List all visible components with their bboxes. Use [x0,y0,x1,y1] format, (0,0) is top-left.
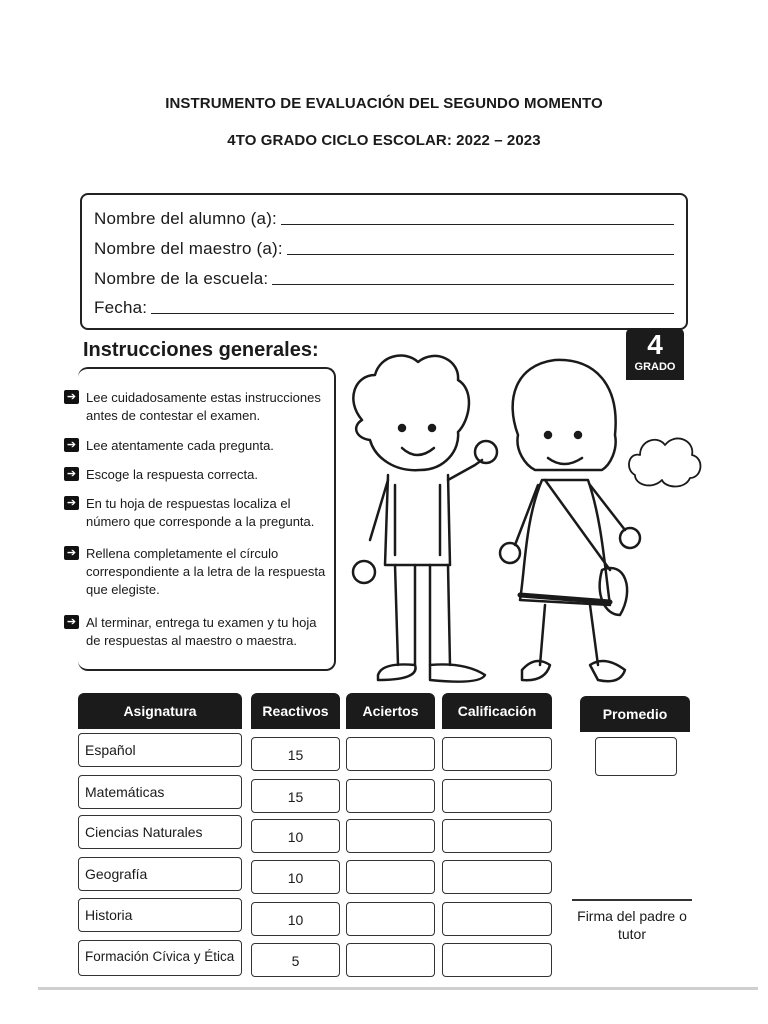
school-name-label: Nombre de la escuela: [94,269,269,288]
grade-box[interactable] [442,819,552,853]
table-row-items: 10 [251,819,340,853]
instruction-text: Al terminar, entrega tu examen y tu hoja de respuestas al maestro o maestra. [86,615,317,648]
teacher-name-label: Nombre del maestro (a): [94,239,283,258]
arrow-icon: ➔ [64,467,79,481]
student-name-label: Nombre del alumno (a): [94,209,277,228]
instruction-text: Lee atentamente cada pregunta. [86,438,274,453]
table-row-subject: Historia [78,898,242,932]
header-average: Promedio [580,696,690,732]
document-title: INSTRUMENTO DE EVALUACIÓN DEL SEGUNDO MOMENTO [165,95,603,112]
table-row-items: 5 [251,943,340,977]
signature-line[interactable] [572,899,692,901]
children-illustration [340,340,710,690]
grade-box[interactable] [442,943,552,977]
date-label: Fecha: [94,298,148,317]
correct-answers-box[interactable] [346,737,435,771]
page-bottom-divider [38,987,758,990]
table-row-subject: Matemáticas [78,775,242,809]
grade-box[interactable] [442,737,552,771]
header-grade: Calificación [442,693,552,729]
table-row-subject: Ciencias Naturales [78,815,242,849]
arrow-icon: ➔ [64,615,79,629]
header-correct: Aciertos [346,693,435,729]
instruction-text: Rellena completamente el círculo correspondiente a la letra de la respuesta que elegiste. [86,546,326,597]
arrow-icon: ➔ [64,496,79,510]
table-row-subject: Geografía [78,857,242,891]
school-name-field[interactable] [94,265,674,289]
teacher-name-field[interactable] [94,235,674,259]
table-row-subject: Español [78,733,242,767]
correct-answers-box[interactable] [346,819,435,853]
school-name-line [272,284,674,285]
date-line [151,313,674,314]
signature-label: Firma del padre o tutor [577,908,687,942]
student-info-box [80,193,688,330]
table-row-items: 15 [251,779,340,813]
grade-box[interactable] [442,779,552,813]
arrow-icon: ➔ [64,546,79,560]
student-name-line [281,224,674,225]
correct-answers-box[interactable] [346,779,435,813]
table-row-items: 10 [251,860,340,894]
table-row-items: 15 [251,737,340,771]
instruction-text: En tu hoja de respuestas localiza el número que corresponde a la pregunta. [86,496,315,529]
table-row-items: 10 [251,902,340,936]
teacher-name-line [287,254,674,255]
instructions-title: Instrucciones generales: [83,339,319,361]
header-subject: Asignatura [78,693,242,729]
arrow-icon: ➔ [64,390,79,404]
student-name-field[interactable] [94,205,674,229]
grade-word: GRADO [634,361,676,373]
instruction-text: Lee cuidadosamente estas instrucciones antes de contestar el examen. [86,390,321,423]
correct-answers-box[interactable] [346,860,435,894]
grade-box[interactable] [442,902,552,936]
instruction-text: Escoge la respuesta correcta. [86,467,258,482]
table-row-subject: Formación Cívica y Ética [78,940,242,976]
grade-box[interactable] [442,860,552,894]
grade-number: 4 [647,329,663,360]
correct-answers-box[interactable] [346,902,435,936]
correct-answers-box[interactable] [346,943,435,977]
average-box[interactable] [595,737,677,776]
arrow-icon: ➔ [64,438,79,452]
header-items: Reactivos [251,693,340,729]
document-subtitle: 4TO GRADO CICLO ESCOLAR: 2022 – 2023 [227,132,541,149]
date-field[interactable] [94,294,674,318]
